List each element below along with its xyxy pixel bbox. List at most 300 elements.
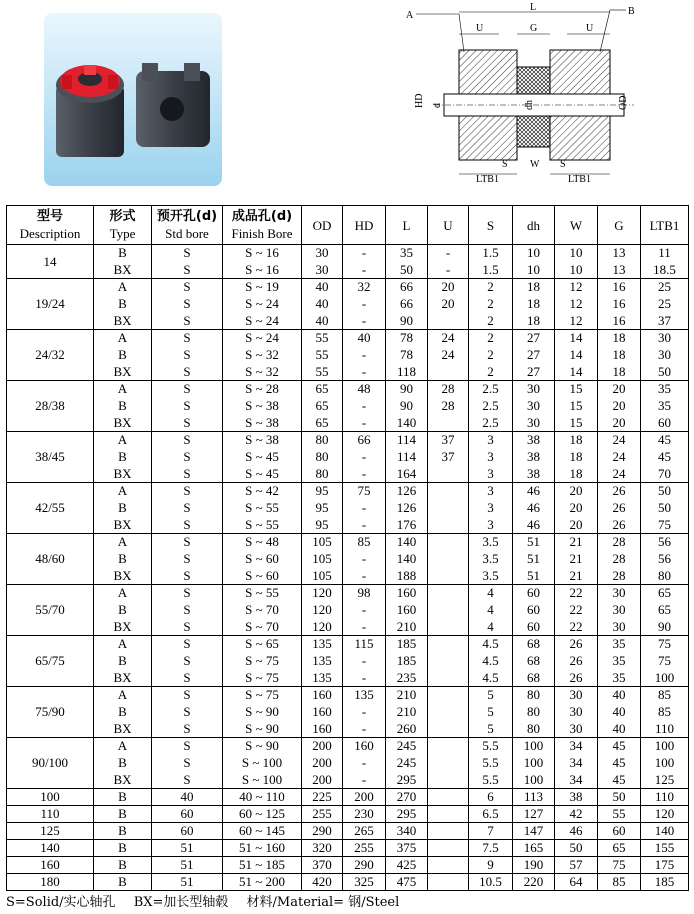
table-cell: 12 [555,279,598,296]
table-cell: 210 [386,619,428,636]
table-cell: 32 [343,279,386,296]
table-cell: 188 [386,568,428,585]
table-cell: S ~ 19 [223,279,302,296]
table-cell [428,415,469,432]
table-cell: 28 [428,398,469,415]
table-cell: 135 [302,653,343,670]
table-cell: 45 [641,449,689,466]
column-header-en: Finish Bore [231,226,293,241]
table-cell: 45 [598,772,641,789]
table-cell: 3 [469,466,513,483]
table-row [7,721,689,738]
table-cell: 26 [555,636,598,653]
table-row [7,806,689,823]
table-cell: BX [94,415,152,432]
table-cell: 245 [386,738,428,755]
table-cell: 21 [555,534,598,551]
table-cell: 185 [641,874,689,891]
model-description-cell: 180 [7,874,94,891]
table-cell: 50 [555,840,598,857]
table-cell: S ~ 16 [223,245,302,262]
table-cell: 100 [641,738,689,755]
table-cell: 2 [469,279,513,296]
table-cell: 46 [513,483,555,500]
table-cell: 80 [513,704,555,721]
table-cell: 20 [428,296,469,313]
coupling-hub-right-image [136,63,210,147]
model-description-cell: 42/55 [7,483,94,534]
table-cell: S [152,721,223,738]
table-cell: S ~ 100 [223,755,302,772]
column-header [555,206,598,245]
table-cell: 80 [302,432,343,449]
table-cell: 24 [598,432,641,449]
table-cell: S ~ 70 [223,602,302,619]
table-cell: S ~ 28 [223,381,302,398]
table-cell: 160 [302,687,343,704]
column-header [428,206,469,245]
table-cell: - [343,704,386,721]
table-cell: 140 [386,551,428,568]
table-cell: B [94,840,152,857]
footer-bx-note: BX=加长型轴毂 [133,895,229,910]
column-header-cn: 成品孔(d) [231,209,293,224]
dim-label-dh: dh [524,100,535,110]
table-cell: 30 [513,381,555,398]
table-cell: S [152,772,223,789]
table-cell: 325 [343,874,386,891]
table-cell: A [94,738,152,755]
table-cell [428,823,469,840]
dim-label-u-right: U [586,23,594,34]
table-cell: 66 [386,279,428,296]
table-cell: 6.5 [469,806,513,823]
dim-label-l: L [530,2,537,13]
table-cell: 18 [513,296,555,313]
product-photo [44,13,222,186]
column-header-en: Type [109,226,136,241]
table-row [7,772,689,789]
table-cell: 14 [555,364,598,381]
table-cell: S [152,398,223,415]
table-cell: B [94,806,152,823]
table-cell: 190 [513,857,555,874]
table-cell: 13 [598,262,641,279]
table-cell: 15 [555,381,598,398]
table-cell: 113 [513,789,555,806]
table-cell: 3 [469,500,513,517]
table-cell: 260 [386,721,428,738]
table-cell: 340 [386,823,428,840]
coupling-hub-left-image [56,65,124,157]
table-cell: 22 [555,602,598,619]
table-cell: 4 [469,619,513,636]
table-cell [428,500,469,517]
table-cell: 27 [513,364,555,381]
column-header [641,206,689,245]
table-cell: S ~ 100 [223,772,302,789]
table-cell: 24 [428,347,469,364]
table-cell [428,551,469,568]
footer-solid-note: S=Solid/实心轴孔 [6,895,116,910]
table-cell: - [343,653,386,670]
table-cell [428,534,469,551]
table-cell: 120 [302,602,343,619]
table-cell: 50 [598,789,641,806]
table-cell: 46 [513,500,555,517]
table-cell: 5.5 [469,755,513,772]
table-cell: 37 [428,449,469,466]
table-cell: 235 [386,670,428,687]
table-row [7,245,689,262]
table-cell: S ~ 75 [223,653,302,670]
table-cell: 34 [555,772,598,789]
table-row [7,347,689,364]
table-cell: S ~ 24 [223,296,302,313]
column-header [343,206,386,245]
table-cell: 51 ~ 160 [223,840,302,857]
table-cell: 18.5 [641,262,689,279]
column-header [598,206,641,245]
table-cell: 18 [513,313,555,330]
table-cell: 2 [469,364,513,381]
table-row [7,551,689,568]
table-cell: 126 [386,483,428,500]
table-cell: 114 [386,432,428,449]
table-cell: 35 [641,381,689,398]
model-description-cell: 100 [7,789,94,806]
model-description-cell: 24/32 [7,330,94,381]
table-cell: 85 [641,687,689,704]
dim-label-s-right: S [560,159,566,170]
table-cell: BX [94,466,152,483]
table-cell: 35 [641,398,689,415]
table-cell: 85 [598,874,641,891]
table-cell: 14 [555,347,598,364]
table-row [7,823,689,840]
table-cell: S [152,449,223,466]
table-cell: 21 [555,568,598,585]
table-cell: B [94,789,152,806]
table-cell: 75 [641,517,689,534]
column-header-en: Std bore [165,226,209,241]
table-cell: 265 [343,823,386,840]
table-cell: B [94,755,152,772]
table-cell: - [343,568,386,585]
table-cell: - [343,721,386,738]
table-cell: - [343,347,386,364]
table-cell: 50 [641,483,689,500]
table-cell: - [343,772,386,789]
table-cell: 118 [386,364,428,381]
table-cell: 2.5 [469,415,513,432]
table-cell: 65 [598,840,641,857]
table-cell: 135 [343,687,386,704]
table-cell: S [152,704,223,721]
table-cell: 50 [641,364,689,381]
table-row [7,330,689,347]
table-cell: 30 [302,262,343,279]
table-cell: S ~ 55 [223,500,302,517]
table-cell: 20 [598,415,641,432]
table-cell: 135 [302,670,343,687]
column-header-en: U [443,217,453,233]
table-cell: 30 [598,619,641,636]
table-cell: 18 [555,466,598,483]
table-cell: - [343,551,386,568]
table-cell: 15 [555,398,598,415]
label-b: B [628,6,635,17]
table-cell: 25 [641,279,689,296]
table-cell: 9 [469,857,513,874]
table-cell: 114 [386,449,428,466]
table-cell: 420 [302,874,343,891]
table-cell: S [152,262,223,279]
table-cell: S [152,619,223,636]
column-header [386,206,428,245]
table-cell [428,313,469,330]
table-cell: S ~ 45 [223,466,302,483]
table-cell: 155 [641,840,689,857]
table-cell: S ~ 32 [223,364,302,381]
model-description-cell: 90/100 [7,738,94,789]
table-cell [428,840,469,857]
table-cell: 11 [641,245,689,262]
table-cell: S [152,296,223,313]
table-cell: 40 [598,687,641,704]
table-cell: 28 [598,534,641,551]
table-cell: 120 [302,619,343,636]
table-cell: 160 [343,738,386,755]
table-cell: 38 [513,466,555,483]
table-cell: 60 [641,415,689,432]
table-cell: 2 [469,347,513,364]
table-cell: 90 [386,398,428,415]
table-cell: 38 [513,449,555,466]
table-cell: - [343,449,386,466]
table-cell: 18 [598,347,641,364]
table-cell: 66 [343,432,386,449]
column-header-en: LTB1 [649,217,680,233]
table-cell: 80 [513,721,555,738]
table-cell: 51 [152,840,223,857]
table-row [7,619,689,636]
table-cell: BX [94,772,152,789]
table-cell: 40 [302,296,343,313]
table-cell: 68 [513,670,555,687]
column-header [7,206,94,245]
table-cell: 65 [302,381,343,398]
table-cell: S [152,364,223,381]
table-row [7,432,689,449]
table-cell: 90 [641,619,689,636]
table-cell: 80 [302,449,343,466]
table-cell: S ~ 75 [223,670,302,687]
table-cell: - [343,364,386,381]
table-cell: 16 [598,279,641,296]
table-cell [428,636,469,653]
table-cell: - [343,517,386,534]
table-cell: 28 [598,568,641,585]
table-cell: S ~ 90 [223,704,302,721]
table-cell: 1.5 [469,245,513,262]
table-cell: 60 ~ 145 [223,823,302,840]
table-cell: B [94,296,152,313]
table-cell: S ~ 16 [223,262,302,279]
table-cell: 35 [598,670,641,687]
table-cell: 34 [555,755,598,772]
dim-label-w: W [530,159,540,170]
table-cell: 425 [386,857,428,874]
table-cell: 40 [598,704,641,721]
table-cell: B [94,551,152,568]
table-cell: 230 [343,806,386,823]
table-row [7,381,689,398]
table-cell: 210 [386,687,428,704]
model-description-cell: 19/24 [7,279,94,330]
table-cell: 55 [598,806,641,823]
table-cell: S [152,687,223,704]
table-row [7,602,689,619]
model-description-cell: 48/60 [7,534,94,585]
table-cell: 65 [302,415,343,432]
table-row [7,500,689,517]
table-cell: 295 [386,772,428,789]
table-cell: 6 [469,789,513,806]
dim-label-g: G [530,23,538,34]
table-cell: 68 [513,636,555,653]
table-cell: 30 [513,398,555,415]
table-row [7,279,689,296]
table-cell: 75 [641,653,689,670]
table-cell: 3.5 [469,534,513,551]
table-cell: 27 [513,330,555,347]
table-cell: 45 [641,432,689,449]
table-cell: 26 [555,670,598,687]
table-cell: 200 [302,738,343,755]
table-cell: 12 [555,296,598,313]
table-row [7,874,689,891]
table-cell: 50 [386,262,428,279]
table-cell: 35 [598,653,641,670]
column-header-en: Description [19,226,81,241]
table-cell: S [152,738,223,755]
model-description-cell: 140 [7,840,94,857]
table-cell: - [343,619,386,636]
table-cell: 30 [598,602,641,619]
table-cell: S ~ 70 [223,619,302,636]
table-cell: 140 [641,823,689,840]
table-cell: S [152,653,223,670]
table-cell: 370 [302,857,343,874]
table-cell: 160 [386,585,428,602]
table-cell: 35 [386,245,428,262]
table-footer-notes [6,891,413,910]
table-cell: 51 ~ 200 [223,874,302,891]
table-cell: BX [94,721,152,738]
table-cell: 64 [555,874,598,891]
table-cell: 75 [641,636,689,653]
table-cell: 160 [386,602,428,619]
footer-material-note: 材料/Material= 钢/Steel [246,895,400,910]
table-cell: 295 [386,806,428,823]
table-cell: 164 [386,466,428,483]
table-cell: 90 [386,381,428,398]
table-cell: S [152,483,223,500]
table-cell: A [94,636,152,653]
table-cell: 27 [513,347,555,364]
table-row [7,687,689,704]
table-cell: 120 [302,585,343,602]
table-cell: 14 [555,330,598,347]
table-cell: 3.5 [469,551,513,568]
table-cell: 20 [555,483,598,500]
table-row [7,670,689,687]
table-cell: S [152,636,223,653]
table-cell: 245 [386,755,428,772]
table-cell: - [343,245,386,262]
table-cell: - [343,466,386,483]
table-cell: S ~ 60 [223,568,302,585]
table-cell: 12 [555,313,598,330]
table-cell: 80 [641,568,689,585]
table-row [7,653,689,670]
table-cell: 50 [641,500,689,517]
table-cell: - [343,755,386,772]
table-cell: 290 [343,857,386,874]
table-cell: 55 [302,330,343,347]
dim-label-u: U [476,23,484,34]
column-header [469,206,513,245]
table-cell: 20 [555,517,598,534]
model-description-cell: 14 [7,245,94,279]
table-cell: 160 [302,704,343,721]
table-cell: 60 [513,585,555,602]
table-cell: 200 [302,772,343,789]
table-cell: S ~ 65 [223,636,302,653]
table-cell: B [94,500,152,517]
model-description-cell: 55/70 [7,585,94,636]
column-header [302,206,343,245]
table-cell: 18 [598,330,641,347]
table-cell: A [94,279,152,296]
table-cell: B [94,653,152,670]
table-cell: 125 [641,772,689,789]
table-cell: 220 [513,874,555,891]
table-cell: 30 [598,585,641,602]
table-cell: 40 ~ 110 [223,789,302,806]
table-row [7,483,689,500]
table-cell: 51 [152,874,223,891]
column-header-en: HD [354,217,374,233]
table-cell: 60 ~ 125 [223,806,302,823]
table-cell: 55 [302,364,343,381]
table-cell: 51 [513,551,555,568]
table-row [7,534,689,551]
table-cell: 13 [598,245,641,262]
table-cell: 16 [598,296,641,313]
table-cell: 60 [513,619,555,636]
table-cell: S [152,517,223,534]
table-cell: - [343,670,386,687]
table-cell: 65 [302,398,343,415]
table-cell: S ~ 45 [223,449,302,466]
column-header-en: W [569,217,583,233]
table-cell: 65 [641,602,689,619]
table-header-row [7,206,689,245]
table-cell: 175 [641,857,689,874]
table-cell: 135 [302,636,343,653]
